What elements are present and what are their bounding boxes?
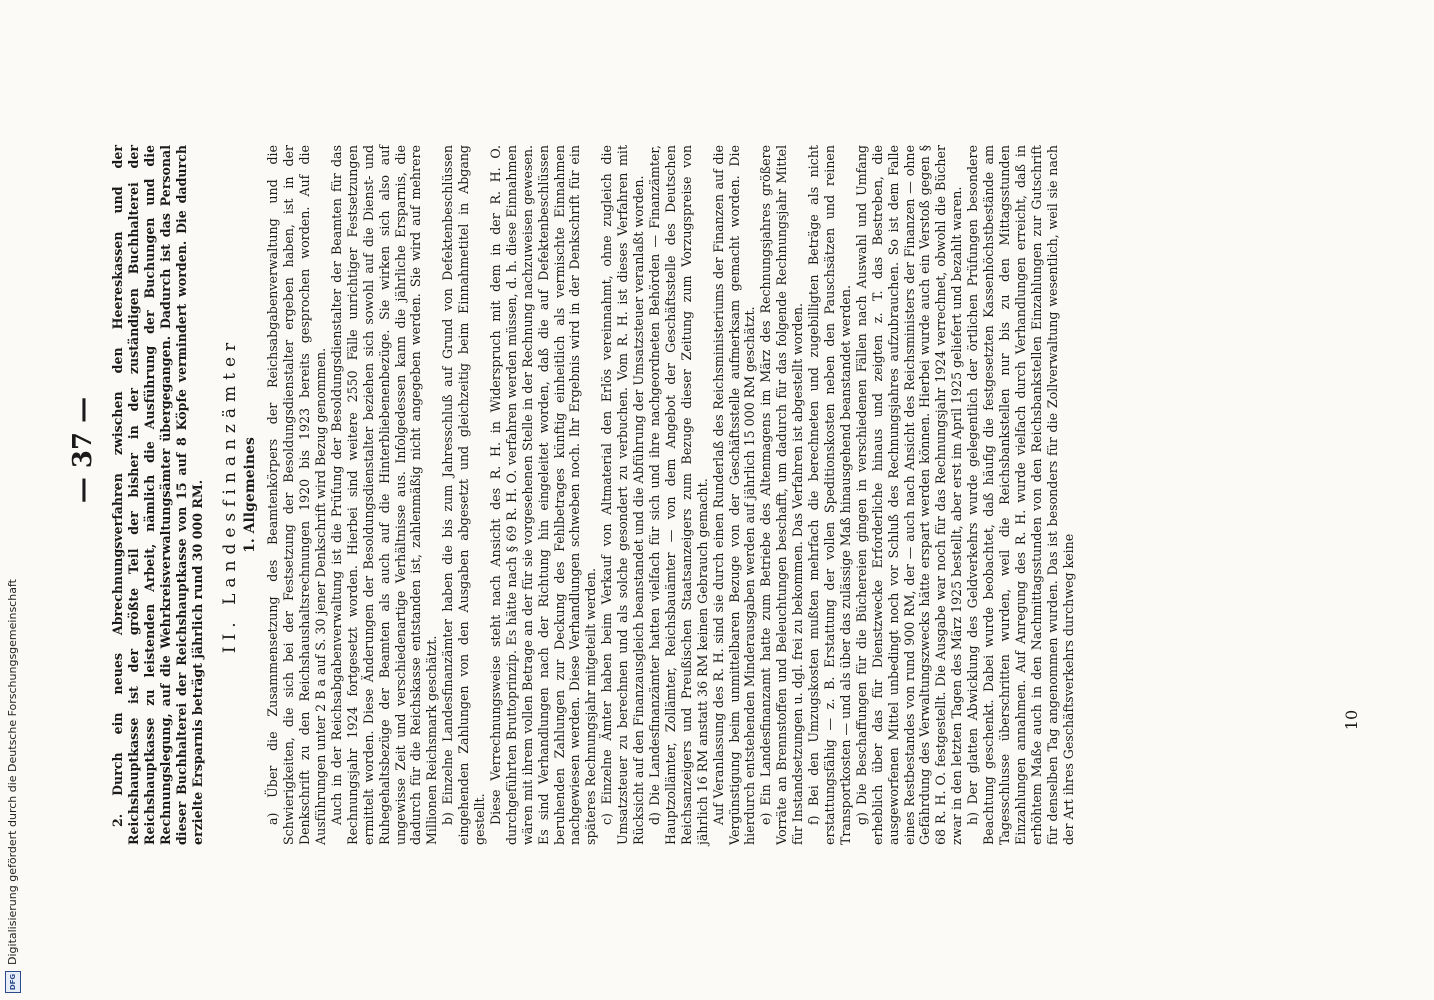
paragraph-b: b) Einzelne Landesfinanzämter haben die bis zum Jahresschluß auf Grund von Defektenbeschlüssen eingehenden Zahlungen von den Ausgaben abgesetzt und gleichzeitig beim Einnahmetitel in Abgang gestellt.	[440, 145, 488, 845]
dfg-logo-icon: DFG	[5, 971, 21, 993]
page-body	[110, 145, 1076, 845]
paragraph-intro: 2. Durch ein neues Abrechnungsverfahren zwischen den Heereskassen und der Reichshauptkasse ist der größte Teil der bisher in der zuständigen Buchhalterei der Reichshauptkasse zu leistenden Arbeit, nämlich die Ausführung der Buchungen und die Rechnungslegung, auf die Wehrkreisverwaltungsämter übergegangen. Dadurch ist das Personal dieser Buchhalterei der Reichshauptkasse von 15 auf 8 Köpfe vermindert worden. Die dadurch erzielte Ersparnis beträgt jährlich rund 30 000 RM.	[110, 145, 205, 845]
paragraph-f: f) Bei den Umzugskosten mußten mehrfach die berechneten und zugebilligten Beträge als nicht erstattungsfähig — z. B. Erstattung der vollen Speditionskosten neben den Pauschsätzen und reinen Transportkosten — und als über das zulässige Maß hinausgehend beanstandet werden.	[806, 145, 853, 845]
sheet-number: 10	[1342, 709, 1361, 731]
paragraph: Diese Verrechnungsweise steht nach Ansicht des R. H. in Widerspruch mit dem in der R. H. O. durchgeführten Bruttoprinzip. Es hätte nach § 69 R. H. O. verfahren werden müssen, d. h. diese Einnahmen wären mit ihrem vollen Betrage an der für sie vorgesehenen Stelle in der Rechnung nachzuweisen gewesen. Es sind Verhandlungen nach der Richtung hin eingeleitet worden, daß die auf Defektenbeschlüssen beruhenden Zahlungen zur Deckung des Fehlbetrages künftig einheitlich als vermischte Einnahmen nachgewiesen werden. Diese Verhandlungen schweben noch. Ihr Ergebnis wird in der Denkschrift für ein späteres Rechnungsjahr mitgeteilt werden.	[487, 145, 599, 845]
digitization-footer	[0, 0, 22, 1000]
footer-text-row	[2, 3, 24, 993]
paragraph-a: a) Über die Zusammensetzung des Beamtenkörpers der Reichsabgabenverwaltung und die Schwierigkeiten, die sich bei der Festsetzung der Besoldungsdienstalter ergeben haben, ist in der Denkschrift zu den Reichshaushaltsrechnungen 1920 bis 1923 bereits gesprochen worden. Auf die Ausführungen unter 2 B a auf S. 30 jener Denkschrift wird Bezug genommen.	[265, 145, 328, 845]
footer-credit: Digitalisierung gefördert durch die Deutsche Forschungsgemeinschaft	[6, 579, 19, 965]
paragraph: Auf Veranlassung des R. H. sind sie durch einen Runderlaß des Reichsministeriums der Finanzen auf die Vergünstigung beim unmittelbaren Bezuge von der Geschäftsstelle aufmerksam gemacht worden. Die hierdurch entstehenden Minderausgaben werden auf jährlich 15 000 RM geschätzt.	[710, 145, 758, 845]
paragraph-e: e) Ein Landesfinanzamt hatte zum Betriebe des Altenmagens im März des Rechnungsjahres größere Vorräte an Brennstoffen und Beleuchtungen beschafft, um dadurch für das folgende Rechnungsjahr Mittel für Instandsetzungen u. dgl. frei zu bekommen. Das Verfahren ist abgestellt worden.	[758, 145, 806, 845]
paragraph-c: c) Einzelne Ämter haben beim Verkauf von Altmaterial den Erlös vereinnahmt, ohne zugleich die Umsatzsteuer zu berechnen und als solche gesondert zu verbuchen. Vom R. H. ist dieses Verfahren mit Rücksicht auf den Finanzausgleich beanstandet und die Abführung der Umsatzsteuer veranlaßt worden.	[599, 145, 647, 845]
section-heading: II. Landesfinanzämter	[220, 336, 241, 654]
paragraph-h: h) Der glatten Abwicklung des Geldverkehrs wurde gelegentlich der örtlichen Prüfungen besondere Beachtung geschenkt. Dabei wurde beobachtet, daß häufig die festgesetzten Kassenhöchstbestände am Tagesschlusse überschritten wurden, weil die Reichsbankstellen nur bis zu den Mittagsstunden Einzahlungen annahmen. Auf Anregung des R. H. wurde vielfach durch Verhandlungen erreicht, daß in erhöhtem Maße auch in den Nachmittagsstunden von den Reichsbankstellen Einzahlungen zur Gutschrift für denselben Tag angenommen wurden. Das ist besonders für die Zollverwaltung wesentlich, weil sie nach der Art ihres Geschäftsverkehrs durchweg keine	[965, 145, 1076, 845]
page-number: — 37 —	[68, 396, 98, 504]
paragraph-d: d) Die Landesfinanzämter hatten vielfach für sich und ihre nachgeordneten Behörden — Finanzämter, Hauptzollämter, Zollämter, Reichsbauämter — von dem Angebot der Geschäftsstelle des Deutschen Reichsanzeigers und Preußischen Staatsanzeigers zum Bezuge dieser Zeitung zum Vorzugspreise von jährlich 16 RM anstatt 36 RM keinen Gebrauch gemacht.	[647, 145, 710, 845]
subsection-heading: 1. Allgemeines	[242, 437, 259, 553]
paragraph-g: g) Die Beschaffungen für die Büchereien gingen in verschiedenen Fällen nach Auswahl und Umfang erheblich über das für Dienstzwecke Erforderliche hinaus und zeigten z. T. das Bestreben, die ausgeworfenen Mittel unbedingt noch vor Schluß des Rechnungsjahres aufzubrauchen. So ist dem Falle eines Restbestandes von rund 900 RM, der — auch nach Ansicht des Reichsministers der Finanzen — ohne Gefährdung des Verwaltungszwecks hätte erspart werden können. Hierbei wurde auch ein Verstoß gegen § 68 R. H. O. festgestellt. Die Ausgabe war noch für das Rechnungsjahr 1924 verrechnet, obwohl die Bücher zwar in den letzten Tagen des März 1925 bestellt, aber erst im April 1925 geliefert und bezahlt waren.	[853, 145, 965, 845]
paragraph: Auch in der Reichsabgabenverwaltung ist die Prüfung der Besoldungsdienstalter der Beamten für das Rechnungsjahr 1924 fortgesetzt worden. Hierbei sind weitere 2550 Fälle unrichtiger Festsetzungen ermittelt worden. Diese Änderungen der Besoldungsdienstalter beziehen sich sowohl auf die Dienst- und Ruhegehaltsbezüge der Beamten als auch auf die Hinterbliebenenbezüge. Sie wirken sich also auf ungewisse Zeit und verschiedenartige Verhältnisse aus. Infolgedessen kann die jährliche Ersparnis, die dadurch für die Reichskasse entstanden ist, zahlenmäßig nicht angegeben werden. Sie wird auf mehrere Millionen Reichsmark geschätzt.	[328, 145, 440, 845]
